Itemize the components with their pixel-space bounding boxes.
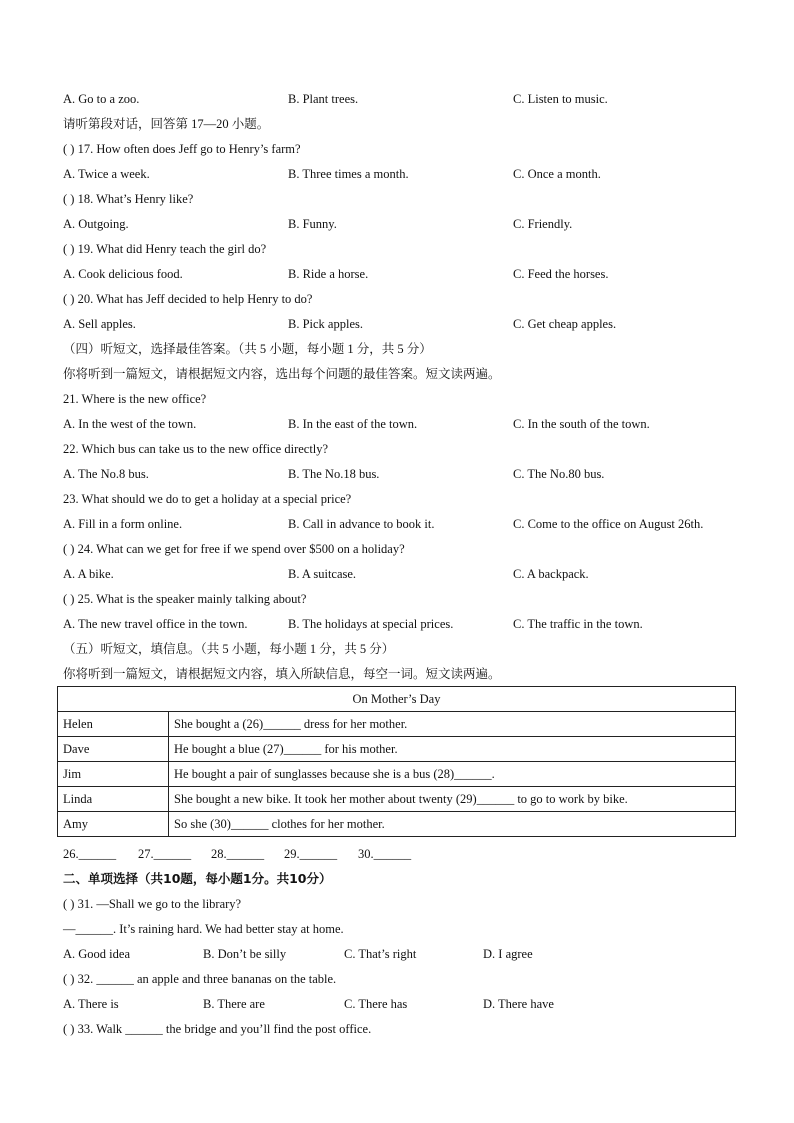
option-d[interactable]: D. There have bbox=[483, 997, 554, 1011]
option-c[interactable]: C. Come to the office on August 26th. bbox=[513, 517, 704, 531]
q16-options-options bbox=[63, 88, 754, 110]
option-a[interactable]: A. Good idea bbox=[63, 947, 130, 961]
option-a[interactable]: A. The No.8 bus. bbox=[63, 467, 149, 481]
option-a[interactable]: A. Fill in a form online. bbox=[63, 517, 183, 531]
answer-blank[interactable]: 28.______ bbox=[211, 847, 265, 861]
table-cell-text: She bought a new bike. It took her mother about twenty (29)______ to go to work by bike. bbox=[169, 787, 736, 812]
q20-options-options bbox=[63, 313, 754, 335]
q19-options-options bbox=[63, 263, 754, 285]
section5-title-text: （五）听短文，填信息。（共 5 小题，每小题 1 分，共 5 分） bbox=[63, 642, 395, 656]
option-a[interactable]: A. Sell apples. bbox=[63, 317, 136, 331]
option-a[interactable]: A. A bike. bbox=[63, 567, 114, 581]
option-c[interactable]: C. Friendly. bbox=[513, 217, 573, 231]
section5-intro-text: 你将听到一篇短文，请根据短文内容，填入所缺信息，每空一词。短文读两遍。 bbox=[63, 667, 501, 681]
q19-text: ( ) 19. What did Henry teach the girl do? bbox=[63, 242, 267, 256]
q21-text: 21. Where is the new office? bbox=[63, 392, 207, 406]
table-cell-text: He bought a blue (27)______ for his mother. bbox=[169, 737, 736, 762]
table-row bbox=[58, 737, 736, 762]
table-row bbox=[58, 762, 736, 787]
option-b[interactable]: B. Don’t be silly bbox=[203, 947, 287, 961]
option-a[interactable]: A. There is bbox=[63, 997, 119, 1011]
answer-blank[interactable]: 26.______ bbox=[63, 847, 117, 861]
option-b[interactable]: B. The No.18 bus. bbox=[288, 467, 380, 481]
option-c[interactable]: C. There has bbox=[344, 997, 408, 1011]
option-b[interactable]: B. Pick apples. bbox=[288, 317, 363, 331]
table-cell-name: Jim bbox=[58, 762, 169, 787]
option-b[interactable]: B. Call in advance to book it. bbox=[288, 517, 435, 531]
q18-options-options bbox=[63, 213, 754, 235]
table-header-row bbox=[58, 687, 736, 712]
table-cell-text: So she (30)______ clothes for her mother. bbox=[169, 812, 736, 837]
q17-text: ( ) 17. How often does Jeff go to Henry’s farm? bbox=[63, 142, 301, 156]
section4-title-text: （四）听短文，选择最佳答案。（共 5 小题，每小题 1 分，共 5 分） bbox=[63, 342, 432, 356]
option-d[interactable]: D. I agree bbox=[483, 947, 533, 961]
table-cell-name: Amy bbox=[58, 812, 169, 837]
q20-text: ( ) 20. What has Jeff decided to help Henry to do? bbox=[63, 292, 313, 306]
q33-text: ( ) 33. Walk ______ the bridge and you’ll find the post office. bbox=[63, 1022, 372, 1036]
table-row bbox=[58, 712, 736, 737]
dialog-intro-text: 请听第段对话，回答第 17—20 小题。 bbox=[63, 117, 270, 131]
q32-options-options bbox=[63, 993, 754, 1015]
table-cell-text: He bought a pair of sunglasses because she is a bus (28)______. bbox=[169, 762, 736, 787]
q22-text: 22. Which bus can take us to the new office directly? bbox=[63, 442, 329, 456]
q22-options-options bbox=[63, 463, 754, 485]
option-a[interactable]: A. Cook delicious food. bbox=[63, 267, 183, 281]
option-a[interactable]: A. Twice a week. bbox=[63, 167, 150, 181]
option-c[interactable]: C. Get cheap apples. bbox=[513, 317, 617, 331]
table-cell-text: She bought a (26)______ dress for her mother. bbox=[169, 712, 736, 737]
answer-blank[interactable]: 29.______ bbox=[284, 847, 338, 861]
table-row bbox=[58, 812, 736, 837]
q21-options-options bbox=[63, 413, 754, 435]
q18-text: ( ) 18. What’s Henry like? bbox=[63, 192, 194, 206]
option-c[interactable]: C. The No.80 bus. bbox=[513, 467, 605, 481]
answer-blank[interactable]: 30.______ bbox=[358, 847, 412, 861]
option-a[interactable]: A. Outgoing. bbox=[63, 217, 129, 231]
q23-options-options bbox=[63, 513, 754, 535]
option-c[interactable]: C. The traffic in the town. bbox=[513, 617, 643, 631]
option-b[interactable]: B. Three times a month. bbox=[288, 167, 409, 181]
table-row bbox=[58, 787, 736, 812]
option-c[interactable]: C. A backpack. bbox=[513, 567, 589, 581]
option-a[interactable]: A. Go to a zoo. bbox=[63, 92, 140, 106]
option-b[interactable]: B. In the east of the town. bbox=[288, 417, 418, 431]
q24-text: ( ) 24. What can we get for free if we spend over $500 on a holiday? bbox=[63, 542, 405, 556]
mothers-day-table bbox=[57, 686, 736, 837]
q31-reply-text: —______. It’s raining hard. We had better stay at home. bbox=[63, 922, 344, 936]
option-b[interactable]: B. Funny. bbox=[288, 217, 337, 231]
option-c[interactable]: C. That’s right bbox=[344, 947, 417, 961]
q25-options-options bbox=[63, 613, 754, 635]
option-b[interactable]: B. A suitcase. bbox=[288, 567, 357, 581]
option-c[interactable]: C. Listen to music. bbox=[513, 92, 608, 106]
option-b[interactable]: B. Ride a horse. bbox=[288, 267, 369, 281]
q25-text: ( ) 25. What is the speaker mainly talking about? bbox=[63, 592, 307, 606]
table-cell-name: Linda bbox=[58, 787, 169, 812]
option-b[interactable]: B. The holidays at special prices. bbox=[288, 617, 454, 631]
part2-title-text: 二、单项选择（共10题，每小题1分。共10分） bbox=[63, 871, 332, 886]
option-b[interactable]: B. Plant trees. bbox=[288, 92, 359, 106]
q31-text: ( ) 31. —Shall we go to the library? bbox=[63, 897, 242, 911]
option-c[interactable]: C. Feed the horses. bbox=[513, 267, 609, 281]
answer-blank[interactable]: 27.______ bbox=[138, 847, 192, 861]
section4-intro-text: 你将听到一篇短文，请根据短文内容，选出每个问题的最佳答案。短文读两遍。 bbox=[63, 367, 501, 381]
q17-options-options bbox=[63, 163, 754, 185]
option-a[interactable]: A. In the west of the town. bbox=[63, 417, 197, 431]
option-c[interactable]: C. In the south of the town. bbox=[513, 417, 650, 431]
q23-text: 23. What should we do to get a holiday at a special price? bbox=[63, 492, 352, 506]
option-b[interactable]: B. There are bbox=[203, 997, 265, 1011]
table-cell-name: Dave bbox=[58, 737, 169, 762]
q31-options-options bbox=[63, 943, 754, 965]
table-title: On Mother’s Day bbox=[58, 687, 736, 712]
q32-text: ( ) 32. ______ an apple and three bananas on the table. bbox=[63, 972, 337, 986]
q24-options-options bbox=[63, 563, 754, 585]
table-cell-name: Helen bbox=[58, 712, 169, 737]
option-a[interactable]: A. The new travel office in the town. bbox=[63, 617, 248, 631]
option-c[interactable]: C. Once a month. bbox=[513, 167, 601, 181]
